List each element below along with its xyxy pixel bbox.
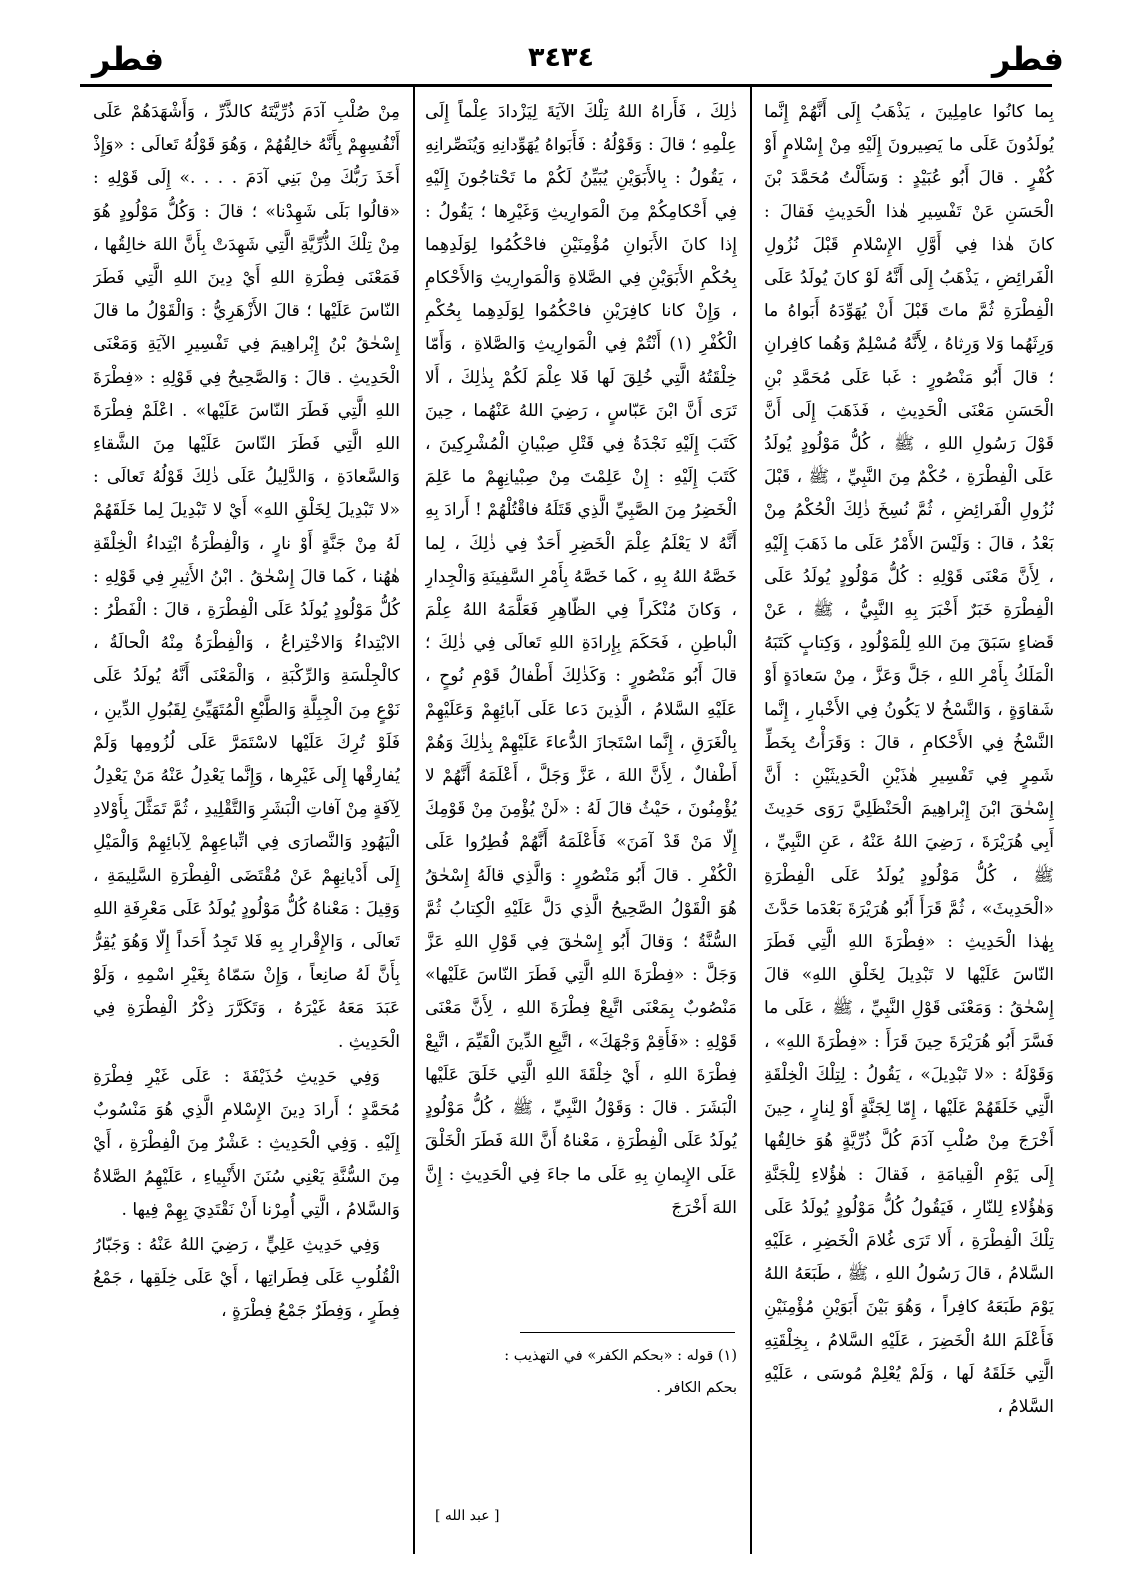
headword-right: فطر (991, 40, 1064, 78)
column-divider-right (750, 84, 752, 1554)
column-right (764, 96, 1054, 1551)
footnote-rule (520, 1332, 735, 1333)
column-left-paragraph-3: وَفِي حَدِيثِ عَلِيٍّ ، رَضِيَ اللهُ عَنْهُ : وَجَبّارُ الْقُلُوبِ عَلَى فِطَراتِها ، أَيْ عَلَى خِلَقِها ، جَمْعُ فِطَرٍ ، وَفِطَرٌ جَمْعُ فِطْرَةٍ ، (93, 1234, 400, 1322)
column-right-paragraph: بِما كانُوا عامِلِينَ ، يَذْهَبُ إِلَى أَنَّهُمْ إِنَّما يُولَدُونَ عَلَى ما يَصِيرونَ إِلَيْهِ مِنْ إِسْلامٍ أَوْ كُفْرٍ . قالَ أَبُو عُبَيْدٍ : وَسَأَلْتُ مُحَمَّدَ بْنَ الْحَسَنِ عَنْ تَفْسِيرِ هٰذا الْحَدِيثِ فَقالَ : كانَ هٰذا فِي أَوَّلِ الإِسْلامِ قَبْلَ نُزُولِ الْفَرائِضِ ، يَذْهَبُ إِلَى أَنَّهُ لَوْ كانَ يُولَدُ عَلَى الْفِطْرَةِ ثُمَّ ماتَ قَبْلَ أَنْ يُهَوِّدَهُ أَبَواهُ ما وَرِثَهُما وَلا وَرِثاهُ ، لِأَنَّهُ مُسْلِمٌ وَهُما كافِرانِ ؛ قالَ أَبُو مَنْصُورٍ : غَبا عَلَى مُحَمَّدِ بْنِ الْحَسَنِ مَعْنَى الْحَدِيثِ ، فَذَهَبَ إِلَى أَنَّ قَوْلَ رَسُولِ اللهِ ، ﷺ ، كُلُّ مَوْلُودٍ يُولَدُ عَلَى الْفِطْرَةِ ، حُكْمٌ مِنَ النَّبِيِّ ، ﷺ ، قَبْلَ نُزُولِ الْفَرائِضِ ، ثُمَّ نُسِخَ ذٰلِكَ الْحُكْمُ مِنْ بَعْدُ ، قالَ : وَلَيْسَ الأَمْرُ عَلَى ما ذَهَبَ إِلَيْهِ ، لِأَنَّ مَعْنَى قَوْلِهِ : كُلُّ مَوْلُودٍ يُولَدُ عَلَى الْفِطْرَةِ خَبَرٌ أَخْبَرَ بِهِ النَّبِيُّ ، ﷺ ، عَنْ قَضاءٍ سَبَقَ مِنَ اللهِ لِلْمَوْلُودِ ، وَكِتابٍ كَتَبَهُ الْمَلَكُ بِأَمْرِ اللهِ ، جَلَّ وَعَزَّ ، مِنْ سَعادَةٍ أَوْ شَقاوَةٍ ، وَالنَّسْخُ لا يَكُونُ فِي الأَخْبارِ ، إِنَّما النَّسْخُ فِي الأَحْكامِ ، قالَ : وَقَرَأْتُ بِخَطِّ شَمِرٍ فِي تَفْسِيرِ هٰذَيْنِ الْحَدِيثَيْنِ : أَنَّ إِسْحٰقَ ابْنَ إِبْراهِيمَ الْحَنْظَلِيَّ رَوَى حَدِيثَ أَبِي هُرَيْرَةَ ، رَضِيَ اللهُ عَنْهُ ، عَنِ النَّبِيِّ ، ﷺ ، كُلُّ مَوْلُودٍ يُولَدُ عَلَى الْفِطْرَةِ «الْحَدِيثَ» ، ثُمَّ قَرَأَ أَبُو هُرَيْرَةَ بَعْدَما حَدَّثَ بِهٰذا الْحَدِيثِ : «فِطْرَةَ اللهِ الَّتِي فَطَرَ النّاسَ عَلَيْها لا تَبْدِيلَ لِخَلْقِ اللهِ» قالَ إِسْحٰقُ : وَمَعْنَى قَوْلِ النَّبِيِّ ، ﷺ ، عَلَى ما فَسَّرَ أَبُو هُرَيْرَةَ حِينَ قَرَأَ : «فِطْرَةَ اللهِ» ، وَقَوْلَهُ : «لا تَبْدِيلَ» ، يَقُولُ : لِتِلْكَ الْخِلْقَةِ الَّتِي خَلَقَهُمْ عَلَيْها ، إِمّا لِجَنَّةٍ أَوْ لِنارٍ ، حِينَ أَخْرَجَ مِنْ صُلْبِ آدَمَ كُلَّ ذُرِّيَّةٍ هُوَ خالِقُها إِلَى يَوْمِ الْقِيامَةِ ، فَقالَ : هٰؤُلاءِ لِلْجَنَّةِ وَهٰؤُلاءِ لِلنّارِ ، فَيَقُولُ كُلُّ مَوْلُودٍ يُولَدُ عَلَى تِلْكَ الْفِطْرَةِ ، أَلا تَرَى غُلامَ الْخَضِرِ ، عَلَيْهِ السَّلامُ ، قالَ رَسُولُ اللهِ ، ﷺ ، طَبَعَهُ اللهُ يَوْمَ طَبَعَهُ كافِراً ، وَهُوَ بَيْنَ أَبَوَيْنِ مُؤْمِنَيْنِ فَأَعْلَمَ اللهُ الْخَضِرَ ، عَلَيْهِ السَّلامُ ، بِخِلْقَتِهِ الَّتِي خَلَقَهُ لَها ، وَلَمْ يُعْلِمْ مُوسَى ، عَلَيْهِ السَّلامُ ، (764, 102, 1054, 1417)
column-middle (425, 96, 737, 1326)
column-divider-left (413, 84, 415, 1554)
header-rule (80, 84, 1052, 87)
column-left (93, 96, 400, 1551)
column-left-paragraph-1: مِنْ صُلْبِ آدَمَ ذُرِّيَّتَهُ كالذَّرِّ ، وَأَشْهَدَهُمْ عَلَى أَنْفُسِهِمْ بِأَنَّهُ خالِقُهُمْ ، وَهُوَ قَوْلُهُ تَعالَى : «وَإِذْ أَخَذَ رَبُّكَ مِنْ بَنِي آدَمَ . . . .» إِلَى قَوْلِهِ : «قالُوا بَلَى شَهِدْنا» ؛ قالَ : وَكُلُّ مَوْلُودٍ هُوَ مِنْ تِلْكَ الذُّرِّيَّةِ الَّتِي شَهِدَتْ بِأَنَّ اللهَ خالِقُها ، فَمَعْنَى فِطْرَةِ اللهِ أَيْ دِينَ اللهِ الَّتِي فَطَرَ النّاسَ عَلَيْها ؛ قالَ الأَزْهَرِيُّ : وَالْقَوْلُ ما قالَ إِسْحٰقُ بْنُ إِبْراهِيمَ فِي تَفْسِيرِ الآيَةِ وَمَعْنَى الْحَدِيثِ . قالَ : وَالصَّحِيحُ فِي قَوْلِهِ : «فِطْرَةَ اللهِ الَّتِي فَطَرَ النّاسَ عَلَيْها» . اعْلَمْ فِطْرَةَ اللهِ الَّتِي فَطَرَ النّاسَ عَلَيْها مِنَ الشَّقاءِ وَالسَّعادَةِ ، وَالدَّلِيلُ عَلَى ذٰلِكَ قَوْلُهُ تَعالَى : «لا تَبْدِيلَ لِخَلْقِ اللهِ» أَيْ لا تَبْدِيلَ لِما خَلَقَهُمْ لَهُ مِنْ جَنَّةٍ أَوْ نارٍ ، وَالْفِطْرَةُ ابْتِداءُ الْخِلْقَةِ هٰهُنا ، كَما قالَ إِسْحٰقُ . ابْنُ الأَثِيرِ فِي قَوْلِهِ : كُلُّ مَوْلُودٍ يُولَدُ عَلَى الْفِطْرَةِ ، قالَ : الْفَطْرُ : الابْتِداءُ وَالاخْتِراعُ ، وَالْفِطْرَةُ مِنْهُ الْحالَةُ ، كالْجِلْسَةِ وَالرِّكْبَةِ ، وَالْمَعْنَى أَنَّهُ يُولَدُ عَلَى نَوْعٍ مِنَ الْجِبِلَّةِ وَالطَّبْعِ الْمُتَهَيِّئِ لِقَبُولِ الدِّينِ ، فَلَوْ تُرِكَ عَلَيْها لاسْتَمَرَّ عَلَى لُزُومِها وَلَمْ يُفارِقْها إِلَى غَيْرِها ، وَإِنَّما يَعْدِلُ عَنْهُ مَنْ يَعْدِلُ لِآفَةٍ مِنْ آفاتِ الْبَشَرِ وَالتَّقْلِيدِ ، ثُمَّ تَمَثَّلَ بِأَوْلادِ الْيَهُودِ وَالنَّصارَى فِي اتِّباعِهِمْ لِآبائِهِمْ وَالْمَيْلِ إِلَى أَدْيانِهِمْ عَنْ مُقْتَضَى الْفِطْرَةِ السَّلِيمَةِ ، وَقِيلَ : مَعْناهُ كُلُّ مَوْلُودٍ يُولَدُ عَلَى مَعْرِفَةِ اللهِ تَعالَى ، وَالإِقْرارِ بِهِ فَلا تَجِدُ أَحَداً إِلّا وَهُوَ يُقِرُّ بِأَنَّ لَهُ صانِعاً ، وَإِنْ سَمّاهُ بِغَيْرِ اسْمِهِ ، وَلَوْ عَبَدَ مَعَهُ غَيْرَهُ ، وَتَكَرَّرَ ذِكْرُ الْفِطْرَةِ فِي الْحَدِيثِ . (93, 102, 400, 1052)
column-left-paragraph-2: وَفِي حَدِيثِ حُذَيْفَةَ : عَلَى غَيْرِ فِطْرَةِ مُحَمَّدٍ ؛ أَرادَ دِينَ الإِسْلامِ الَّذِي هُوَ مَنْسُوبٌ إِلَيْهِ . وَفِي الْحَدِيثِ : عَشْرٌ مِنَ الْفِطْرَةِ ، أَيْ مِنَ السُّنَّةِ يَعْنِي سُنَنَ الأَنْبِياءِ ، عَلَيْهِمُ الصَّلاةُ وَالسَّلامُ ، الَّتِي أُمِرْنا أَنْ نَقْتَدِيَ بِهِمْ فِيها . (93, 1066, 400, 1220)
headword-left: فطر (92, 40, 165, 78)
column-middle-paragraph: ذٰلِكَ ، فَأَراهُ اللهُ تِلْكَ الآيَةَ لِيَزْدادَ عِلْماً إِلَى عِلْمِهِ ؛ قالَ : وَقَوْلُهُ : فَأَبَواهُ يُهَوِّدانِهِ وَيُنَصِّرانِهِ ، يَقُولُ : بِالأَبَوَيْنِ يُبَيِّنُ لَكُمْ ما تَحْتاجُونَ إِلَيْهِ فِي أَحْكامِكُمْ مِنَ الْمَوارِيثِ وَغَيْرِها ؛ يَقُولُ : إِذا كانَ الأَبَوانِ مُؤْمِنَيْنِ فاحْكُمُوا لِوَلَدِهِما بِحُكْمِ الأَبَوَيْنِ فِي الصَّلاةِ وَالْمَوارِيثِ وَالأَحْكامِ ، وَإِنْ كانا كافِرَيْنِ فاحْكُمُوا لِوَلَدِهِما بِحُكْمِ الْكُفْرِ (١) أَنْتُمْ فِي الْمَوارِيثِ وَالصَّلاةِ ، وَأَمّا خِلْقَتُهُ الَّتِي خُلِقَ لَها فَلا عِلْمَ لَكُمْ بِذٰلِكَ ، أَلا تَرَى أَنَّ ابْنَ عَبّاسٍ ، رَضِيَ اللهُ عَنْهُما ، حِينَ كَتَبَ إِلَيْهِ نَجْدَةُ فِي قَتْلِ صِبْيانِ الْمُشْرِكِينَ ، كَتَبَ إِلَيْهِ : إِنْ عَلِمْتَ مِنْ صِبْيانِهِمْ ما عَلِمَ الْخَضِرُ مِنَ الصَّبِيِّ الَّذِي قَتَلَهُ فاقْتُلْهُمْ ! أَرادَ بِهِ أَنَّهُ لا يَعْلَمُ عِلْمَ الْخَضِرِ أَحَدٌ فِي ذٰلِكَ ، لِما خَصَّهُ اللهُ بِهِ ، كَما خَصَّهُ بِأَمْرِ السَّفِينَةِ وَالْجِدارِ ، وَكانَ مُنْكَراً فِي الظّاهِرِ فَعَلَّمَهُ اللهُ عِلْمَ الْباطِنِ ، فَحَكَمَ بِإِرادَةِ اللهِ تَعالَى فِي ذٰلِكَ ؛ قالَ أَبُو مَنْصُورٍ : وَكَذٰلِكَ أَطْفالُ قَوْمِ نُوحٍ ، عَلَيْهِ السَّلامُ ، الَّذِينَ دَعا عَلَى آبائِهِمْ وَعَلَيْهِمْ بِالْغَرَقِ ، إِنَّما اسْتَجازَ الدُّعاءَ عَلَيْهِمْ بِذٰلِكَ وَهُمْ أَطْفالٌ ، لِأَنَّ اللهَ ، عَزَّ وَجَلَّ ، أَعْلَمَهُ أَنَّهُمْ لا يُؤْمِنُونَ ، حَيْثُ قالَ لَهُ : «لَنْ يُؤْمِنَ مِنْ قَوْمِكَ إِلّا مَنْ قَدْ آمَنَ» فَأَعْلَمَهُ أَنَّهُمْ فُطِرُوا عَلَى الْكُفْرِ . قالَ أَبُو مَنْصُورٍ : وَالَّذِي قالَهُ إِسْحٰقُ هُوَ الْقَوْلُ الصَّحِيحُ الَّذِي دَلَّ عَلَيْهِ الْكِتابُ ثُمَّ السُّنَّةُ ؛ وَقالَ أَبُو إِسْحٰقَ فِي قَوْلِ اللهِ عَزَّ وَجَلَّ : «فِطْرَةَ اللهِ الَّتِي فَطَرَ النّاسَ عَلَيْها» مَنْصُوبٌ بِمَعْنَى اتَّبِعْ فِطْرَةَ اللهِ ، لِأَنَّ مَعْنَى قَوْلِهِ : «فَأَقِمْ وَجْهَكَ» ، اتَّبِعِ الدِّينَ الْقَيِّمَ ، اتَّبِعْ فِطْرَةَ اللهِ ، أَيْ خِلْقَةَ اللهِ الَّتِي خَلَقَ عَلَيْها الْبَشَرَ . قالَ : وَقَوْلُ النَّبِيِّ ، ﷺ ، كُلُّ مَوْلُودٍ يُولَدُ عَلَى الْفِطْرَةِ ، مَعْناهُ أَنَّ اللهَ فَطَرَ الْخَلْقَ عَلَى الإِيمانِ بِهِ عَلَى ما جاءَ فِي الْحَدِيثِ : إِنَّ اللهَ أَخْرَجَ (425, 102, 737, 1218)
footnote (425, 1340, 737, 1404)
footnote-line-2: بحكم الكافر . (656, 1380, 737, 1396)
page-number: ٣٤٣٤ (528, 42, 594, 73)
footnote-line-1: (١) قوله : «بحكم الكفر» في التهذيب : (504, 1348, 737, 1364)
editor-signature: [ عبد الله ] (435, 1508, 500, 1524)
